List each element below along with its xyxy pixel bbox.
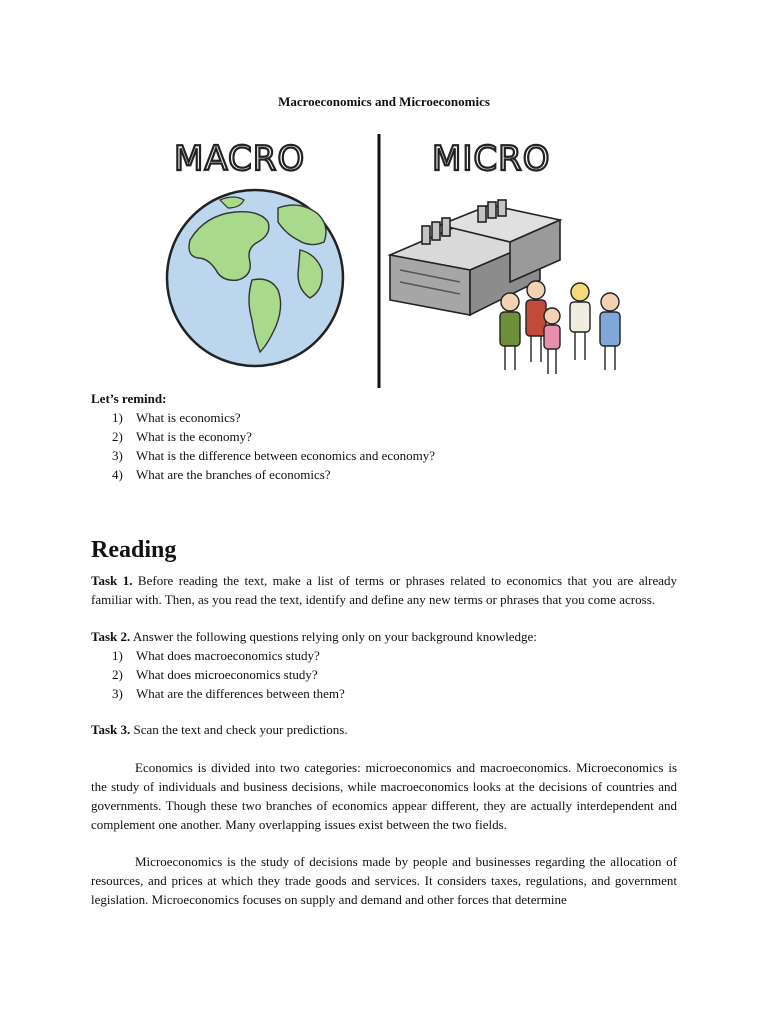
macro-micro-illustration	[160, 130, 630, 392]
macro-label: MACRO	[174, 139, 306, 179]
list-item: 3) What are the differences between them?	[112, 686, 345, 701]
list-item: 1) What does macroeconomics study?	[112, 648, 320, 663]
list-item: 3) What is the difference between economics and economy?	[112, 448, 435, 463]
task-1: Task 1. Before reading the text, make a list of terms or phrases related to economics that you are already familiar with. Then, as you read the text, identify and define any new terms or phrases that you come across.	[91, 573, 677, 607]
list-item: 4) What are the branches of economics?	[112, 467, 331, 482]
task-3: Task 3. Scan the text and check your predictions.	[91, 722, 348, 737]
task-2: Task 2. Answer the following questions relying only on your background knowledge:	[91, 629, 537, 644]
remind-heading: Let’s remind:	[91, 391, 167, 406]
document-title: Macroeconomics and Microeconomics	[278, 94, 490, 109]
list-item: 2) What is the economy?	[112, 429, 252, 444]
list-item: 2) What does microeconomics study?	[112, 667, 318, 682]
globe-icon	[167, 190, 343, 366]
micro-label: MICRO	[432, 139, 551, 179]
people-icon	[500, 281, 620, 374]
remind-list	[112, 408, 435, 484]
reading-heading: Reading	[91, 537, 177, 563]
body-paragraph: Economics is divided into two categories: microeconomics and macroeconomics. Microeconomics is the study of individuals and business decisions, while macroeconomics looks at the decisions of countries and governments. Though these two branches of economics appear different, they are actually interdependent and complement one another. Many overlapping issues exist between the two fields.	[91, 760, 677, 832]
body-paragraph: Microeconomics is the study of decisions made by people and businesses regarding the allocation of resources, and prices at which they trade goods and services. It considers taxes, regulations, and government legislation. Microeconomics focuses on supply and demand and other forces that determine	[91, 854, 677, 907]
task-2-list	[112, 646, 345, 703]
list-item: 1) What is economics?	[112, 410, 241, 425]
